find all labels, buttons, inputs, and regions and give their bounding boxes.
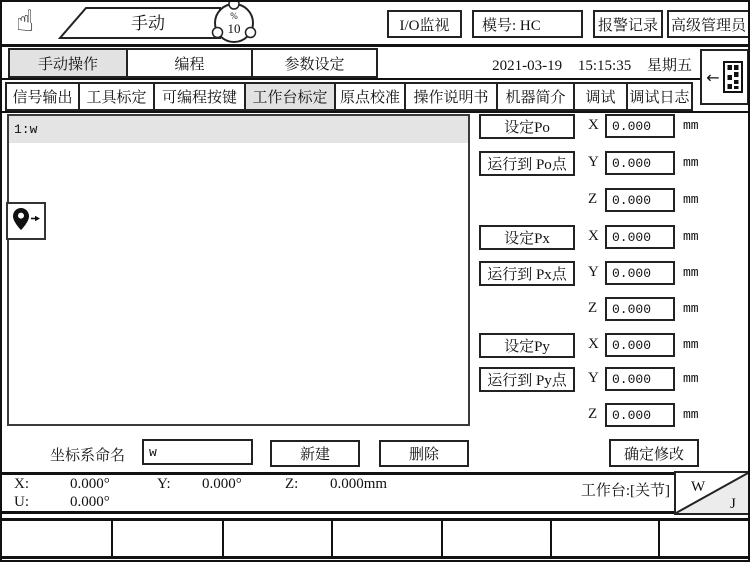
axis-label: X bbox=[588, 228, 599, 244]
hand-mode-icon: ☝ bbox=[16, 4, 35, 39]
po-z-input[interactable] bbox=[605, 188, 675, 212]
y-axis-label: Y: bbox=[157, 476, 171, 492]
confirm-modify-button[interactable]: 确定修改 bbox=[609, 439, 699, 467]
unit-label: mm bbox=[683, 192, 699, 207]
coordinate-mode-toggle[interactable] bbox=[674, 471, 750, 515]
tab-manual-operation[interactable]: 手动操作 bbox=[8, 48, 128, 78]
subtab-signal-output[interactable]: 信号输出 bbox=[5, 82, 80, 111]
px-x-input[interactable] bbox=[605, 225, 675, 249]
run-to-po-button[interactable]: 运行到 Po点 bbox=[479, 151, 575, 176]
weekday-text: 星期五 bbox=[646, 58, 692, 74]
subtab-debug-log[interactable]: 调试日志 bbox=[626, 82, 693, 111]
time-text: 15:15:35 bbox=[577, 58, 632, 74]
unit-label: mm bbox=[683, 337, 699, 352]
softkey-cell[interactable] bbox=[113, 521, 224, 556]
subtab-tool-calibration[interactable]: 工具标定 bbox=[78, 82, 155, 111]
model-number-button[interactable]: 模号: HC bbox=[472, 10, 583, 38]
alarm-log-button[interactable]: 报警记录 bbox=[593, 10, 663, 38]
px-y-input[interactable] bbox=[605, 261, 675, 285]
subtab-origin-calibration[interactable]: 原点校准 bbox=[334, 82, 406, 111]
mode-banner bbox=[50, 2, 265, 44]
delete-button[interactable]: 删除 bbox=[379, 440, 469, 467]
axis-label: Y bbox=[588, 264, 599, 280]
unit-label: mm bbox=[683, 301, 699, 316]
user-role-button[interactable]: 高级管理员 bbox=[667, 10, 750, 38]
move-to-point-button[interactable] bbox=[6, 202, 46, 240]
x-axis-value: 0.000° bbox=[70, 476, 110, 492]
subtab-workbench-calibration[interactable]: 工作台标定 bbox=[244, 82, 336, 111]
axis-label: Z bbox=[588, 191, 598, 207]
coord-name-input[interactable] bbox=[142, 439, 253, 465]
divider bbox=[2, 472, 750, 475]
softkey-cell[interactable] bbox=[224, 521, 333, 556]
new-button[interactable]: 新建 bbox=[270, 440, 360, 467]
x-axis-label: X: bbox=[14, 476, 29, 492]
subtab-operation-manual[interactable]: 操作说明书 bbox=[404, 82, 498, 111]
left-arrow-icon: ← bbox=[706, 67, 720, 87]
divider bbox=[2, 44, 750, 47]
speed-value: 10 bbox=[227, 21, 241, 36]
softkey-cell[interactable] bbox=[552, 521, 660, 556]
py-z-input[interactable] bbox=[605, 403, 675, 427]
axis-label: X bbox=[588, 117, 599, 133]
coord-name-label: 坐标系命名 bbox=[50, 448, 126, 464]
softkey-cell[interactable] bbox=[333, 521, 443, 556]
softkey-cell[interactable] bbox=[2, 521, 113, 556]
workbench-list[interactable] bbox=[7, 114, 470, 426]
subtab-programmable-keys[interactable]: 可编程按键 bbox=[153, 82, 246, 111]
softkey-cell[interactable] bbox=[660, 521, 750, 556]
set-px-button[interactable]: 设定Px bbox=[479, 225, 575, 250]
datetime-bar bbox=[442, 54, 692, 75]
axis-label: Y bbox=[588, 370, 599, 386]
location-pin-icon bbox=[10, 207, 42, 235]
axis-label: Z bbox=[588, 406, 598, 422]
po-x-input[interactable] bbox=[605, 114, 675, 138]
axis-label: Z bbox=[588, 300, 598, 316]
softkey-row bbox=[2, 518, 750, 559]
world-mode-label: W bbox=[691, 479, 706, 495]
workbench-mode-label: 工作台:[关节] bbox=[580, 483, 670, 499]
axis-label: Y bbox=[588, 154, 599, 170]
divider bbox=[2, 511, 750, 514]
u-axis-label: U: bbox=[14, 494, 29, 510]
y-axis-value: 0.000° bbox=[202, 476, 242, 492]
py-y-input[interactable] bbox=[605, 367, 675, 391]
unit-label: mm bbox=[683, 118, 699, 133]
set-py-button[interactable]: 设定Py bbox=[479, 333, 575, 358]
keyboard-toggle-button[interactable] bbox=[700, 49, 749, 105]
set-po-button[interactable]: 设定Po bbox=[479, 114, 575, 139]
subtab-debug[interactable]: 调试 bbox=[573, 82, 628, 111]
py-x-input[interactable] bbox=[605, 333, 675, 357]
run-to-px-button[interactable]: 运行到 Px点 bbox=[479, 261, 575, 286]
date-text: 2021-03-19 bbox=[492, 58, 563, 74]
io-monitor-button[interactable]: I/O监视 bbox=[387, 10, 462, 38]
dial-notch-icon bbox=[229, 2, 239, 9]
po-y-input[interactable] bbox=[605, 151, 675, 175]
unit-label: mm bbox=[683, 371, 699, 386]
unit-label: mm bbox=[683, 229, 699, 244]
u-axis-value: 0.000° bbox=[70, 494, 110, 510]
dial-notch-icon bbox=[246, 28, 256, 38]
subtab-machine-info[interactable]: 机器简介 bbox=[496, 82, 575, 111]
speed-percent-symbol: % bbox=[230, 11, 238, 21]
joint-mode-label: J bbox=[730, 496, 736, 512]
dial-notch-icon bbox=[213, 28, 223, 38]
list-item[interactable]: 1:w bbox=[9, 116, 468, 143]
tab-parameter-settings[interactable]: 参数设定 bbox=[251, 48, 378, 78]
unit-label: mm bbox=[683, 265, 699, 280]
unit-label: mm bbox=[683, 155, 699, 170]
axis-label: X bbox=[588, 336, 599, 352]
unit-label: mm bbox=[683, 407, 699, 422]
divider bbox=[2, 111, 750, 113]
softkey-cell[interactable] bbox=[443, 521, 552, 556]
keypad-icon bbox=[723, 61, 743, 93]
tab-programming[interactable]: 编程 bbox=[126, 48, 253, 78]
divider bbox=[2, 78, 750, 80]
run-to-py-button[interactable]: 运行到 Py点 bbox=[479, 367, 575, 392]
z-axis-label: Z: bbox=[285, 476, 299, 492]
z-axis-value: 0.000mm bbox=[330, 476, 388, 492]
px-z-input[interactable] bbox=[605, 297, 675, 321]
mode-label: 手动 bbox=[131, 14, 165, 33]
